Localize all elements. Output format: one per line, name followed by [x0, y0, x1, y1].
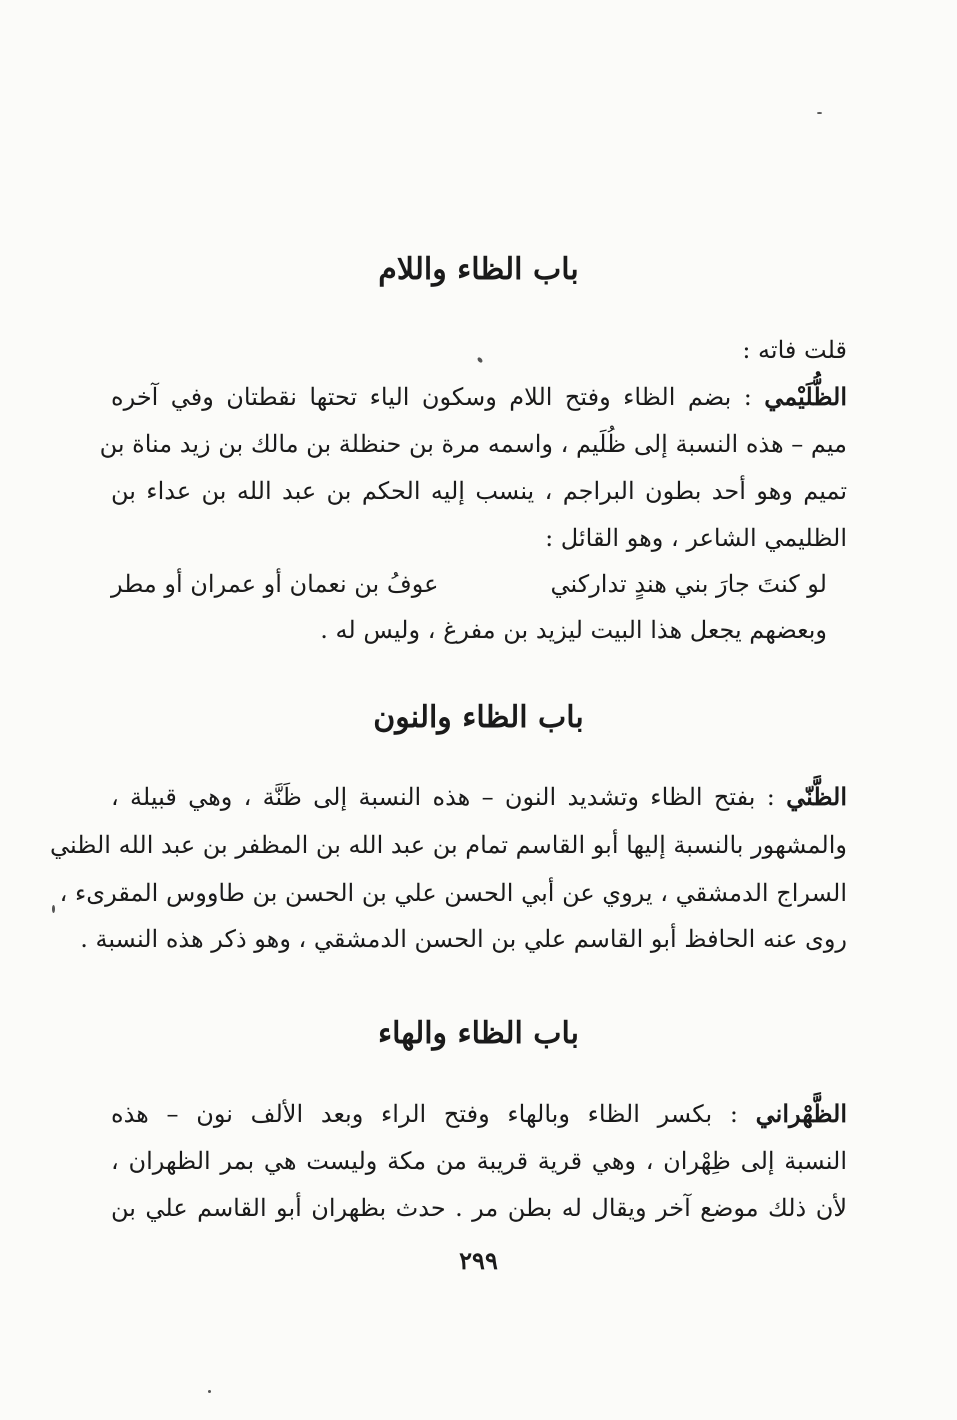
entry-text: : بكسر الظاء وبالهاء وفتح الراء وبعد الألف نون – هذه	[111, 1100, 756, 1128]
section-heading-zaa-nun: باب الظاء والنون	[373, 700, 584, 735]
entry-line	[111, 380, 847, 414]
entry-term: الظُّلَيْمي	[764, 382, 847, 411]
entry-text: : بضم الظاء وفتح اللام وسكون الياء تحتها نقطتان وفي آخره	[111, 383, 765, 411]
entry-line	[111, 780, 847, 814]
entry-line	[111, 1097, 847, 1131]
section-heading-zaa-haa: باب الظاء والهاء	[378, 1016, 579, 1051]
text-line: الظليمي الشاعر ، وهو القائل :	[545, 524, 847, 552]
text-line: لأن ذلك موضع آخر ويقال له بطن مر . حدث بظهران أبو القاسم علي بن	[111, 1194, 847, 1222]
text-line: تميم وهو أحد بطون البراجم ، ينسب إليه الحكم بن عبد الله بن عداء بن	[111, 477, 847, 505]
text-line: السراج الدمشقي ، يروي عن أبي الحسن علي بن الحسن بن طاووس المقرىء ،	[59, 879, 847, 907]
text-line: وبعضهم يجعل هذا البيت ليزيد بن مفرغ ، وليس له .	[320, 616, 827, 644]
text-line: ميم – هذه النسبة إلى ظُلَيم ، واسمه مرة بن حنظلة بن مالك بن زيد مناة بن	[99, 430, 847, 458]
scan-speck	[817, 112, 822, 114]
verse-first-hemistich: لو كنتَ جارَ بني هندٍ تداركني	[550, 570, 827, 598]
scan-speck	[208, 1390, 211, 1393]
text-line: والمشهور بالنسبة إليها أبو القاسم تمام بن عبد الله بن المظفر بن عبد الله الظني	[50, 831, 847, 859]
text-line: روى عنه الحافظ أبو القاسم علي بن الحسن الدمشقي ، وهو ذكر هذه النسبة .	[80, 925, 847, 953]
entry-term: الظَّنّي	[786, 782, 847, 811]
entry-text: : بفتح الظاء وتشديد النون – هذه النسبة إلى ظَنَّة ، وهي قبيلة ،	[111, 783, 787, 811]
verse-second-hemistich: عوفُ بن نعمان أو عمران أو مطر	[111, 570, 439, 598]
scan-speck	[52, 905, 55, 913]
section-heading-zaa-lam: باب الظاء واللام	[378, 252, 579, 287]
text-line: النسبة إلى ظِهْران ، وهي قرية قريبة من مكة وليست هي بمر الظهران ،	[111, 1147, 847, 1175]
page-number: ٢٩٩	[459, 1246, 498, 1275]
entry-term: الظَّهْراني	[755, 1099, 847, 1128]
text-line: قلت فاته :	[742, 336, 847, 364]
